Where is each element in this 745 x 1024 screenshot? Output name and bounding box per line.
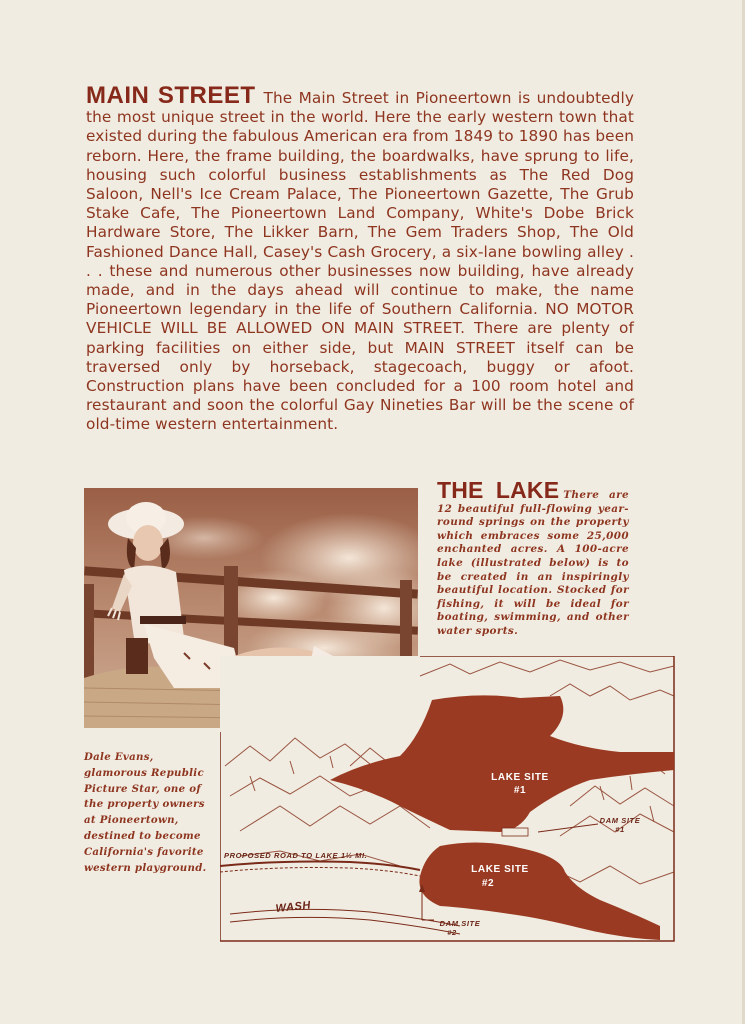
the-lake-body: There are 12 beautiful full-flowing year-round springs on the property which embraces some 25,000 enchanted acres. A 100-acre lake (illustrated below) is to be created in an inspiringly beautiful location. Stocked for fishing, it will be ideal for boating, swimming, and other water sports. [437,489,629,637]
dam-site-1-number: #1 [615,825,625,834]
main-street-heading: MAIN STREET [86,82,256,109]
proposed-road-label: PROPOSED ROAD TO LAKE 1½ MI. [224,851,368,860]
lake-site-1-number: #1 [513,785,527,796]
dam-site-2-number: #2 [447,928,457,937]
dam-site-1-label: DAM SITE [599,816,641,825]
the-lake-heading: THE LAKE [437,477,560,503]
the-lake-section [437,477,629,639]
lake-site-1-label: LAKE SITE [491,772,549,783]
main-street-section [86,82,634,435]
lake-site-2-number: #2 [481,878,495,889]
photo-caption: Dale Evans, glamorous Republic Picture Star, one of the property owners at Pioneertown, destined to become California's favorite western playground. [84,751,207,874]
dam-site-2-label: DAM SITE [439,919,481,928]
lake-site-2-label: LAKE SITE [471,864,529,875]
lake-map [220,656,675,942]
wash-label: WASH [275,899,312,915]
main-street-body: The Main Street in Pioneertown is undoubtedly the most unique street in the world. Here the early western town that existed during the fabulous American era from 1849 to 1890 has been reborn. Here, the frame building, the boardwalks, have sprung to life, housing such colorful business establishments as The Red Dog Saloon, Nell's Ice Cream Palace, The Pioneertown Gazette, The Grub Stake Cafe, The Pioneertown Land Company, White's Dobe Brick Hardware Store, The Likker Barn, The Gem Traders Shop, The Old Fashioned Dance Hall, Casey's Cash Grocery, a six-lane bowling alley . . . these and numerous other businesses now building, have already made, and in the days ahead will continue to make, the name Pioneertown legendary in the life of Southern California. NO MOTOR VEHICLE WILL BE ALLOWED ON MAIN STREET. There are plenty of parking facilities on either side, but MAIN STREET itself can be traversed only by horseback, stagecoach, buggy or afoot. Construction plans have been concluded for a 100 room hotel and restaurant and soon the colorful Gay Nineties Bar will be the scene of old-time western entertainment. [86,89,634,434]
